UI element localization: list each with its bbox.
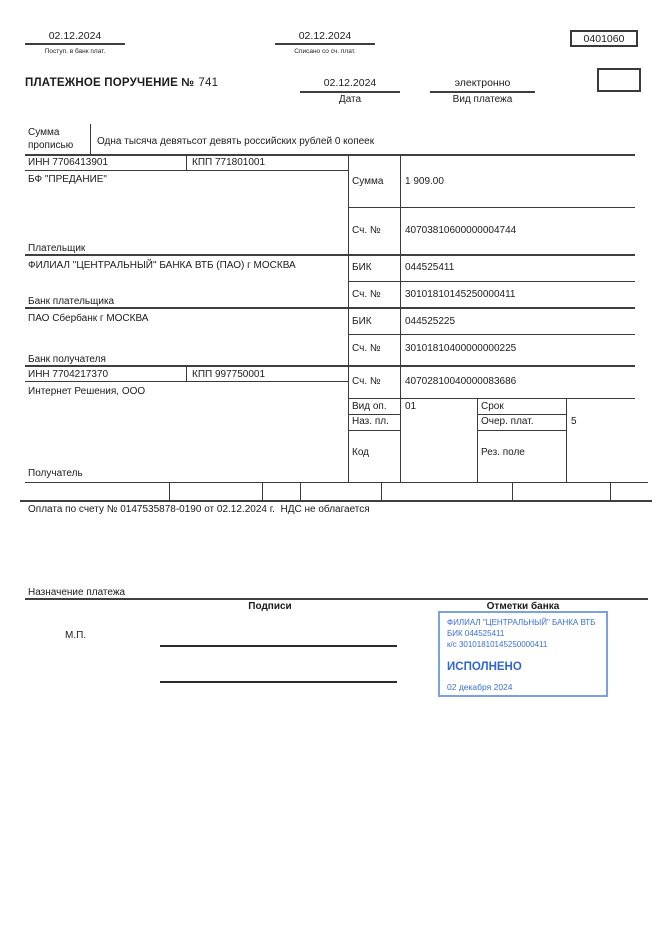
payment-kind-underline bbox=[430, 91, 535, 93]
pay-purpose-code-label: Наз. пл. bbox=[352, 416, 389, 427]
stamp-place-label: М.П. bbox=[65, 630, 87, 641]
received-date-label: Поступ. в банк плат. bbox=[44, 47, 106, 55]
signature-line-1 bbox=[160, 645, 397, 647]
grid-line bbox=[400, 154, 401, 482]
payee-bank-account-label: Сч. № bbox=[352, 343, 381, 354]
payer-bank-name: ФИЛИАЛ "ЦЕНТРАЛЬНЫЙ" БАНКА ВТБ (ПАО) г МОСКВА bbox=[28, 259, 296, 271]
amount-in-words-value: Одна тысяча девятьсот девять российских рублей 0 копеек bbox=[97, 136, 375, 147]
grid-line bbox=[25, 365, 635, 367]
form-code-box bbox=[570, 30, 638, 47]
debited-date-label: Списано со сч. плат. bbox=[294, 47, 356, 55]
grid-line bbox=[610, 482, 611, 500]
payment-purpose-label: Назначение платежа bbox=[28, 586, 126, 598]
grid-line bbox=[348, 207, 635, 208]
doc-date-value: 02.12.2024 bbox=[323, 77, 377, 89]
grid-line bbox=[186, 154, 187, 170]
payment-purpose-underline bbox=[25, 598, 648, 600]
grid-line bbox=[348, 398, 635, 399]
payer-bank-bik-label: БИК bbox=[352, 262, 372, 273]
received-date-value: 02.12.2024 bbox=[48, 30, 102, 42]
payee-bank-account-value: 30101810400000000225 bbox=[405, 343, 517, 354]
stamp-date: 02 декабря 2024 bbox=[447, 682, 513, 692]
payee-bank-bik-label: БИК bbox=[352, 315, 372, 327]
payee-kpp: КПП 997750001 bbox=[192, 368, 266, 380]
payee-bank-field-label: Банк получателя bbox=[28, 353, 106, 365]
debited-date-value: 02.12.2024 bbox=[298, 30, 352, 42]
grid-line bbox=[25, 482, 648, 483]
form-code: 0401060 bbox=[583, 33, 625, 45]
grid-line bbox=[25, 254, 635, 256]
stamp-corr-account: к/с 30101810145250000411 bbox=[447, 640, 548, 649]
payer-field-label: Плательщик bbox=[28, 242, 86, 254]
payer-bank-field-label: Банк плательщика bbox=[28, 295, 115, 307]
op-kind-value: 01 bbox=[405, 400, 417, 412]
amount-in-words-label: Сумма прописью bbox=[28, 127, 74, 151]
doc-date-underline bbox=[300, 91, 400, 93]
amount-value: 1 909.00 bbox=[405, 176, 444, 187]
grid-line bbox=[348, 334, 635, 335]
signatures-label: Подписи bbox=[248, 601, 292, 612]
payer-bank-account-label: Сч. № bbox=[352, 288, 381, 300]
grid-line bbox=[20, 500, 652, 502]
payee-account-value: 40702810040000083686 bbox=[405, 376, 517, 387]
amount-label: Сумма bbox=[352, 176, 384, 187]
doc-date-label: Дата bbox=[338, 94, 362, 105]
grid-line bbox=[477, 398, 478, 482]
payer-bank-account-value: 30101810145250000411 bbox=[405, 288, 516, 300]
payee-account-label: Сч. № bbox=[352, 376, 381, 387]
grid-line bbox=[25, 307, 635, 309]
grid-line bbox=[348, 430, 400, 431]
priority-value: 5 bbox=[571, 416, 577, 427]
payment-purpose-text: Оплата по счету № 0147535878-0190 от 02.12.2024 г. НДС не облагается bbox=[28, 504, 370, 515]
payer-inn: ИНН 7706413901 bbox=[28, 157, 109, 168]
payer-account-label: Сч. № bbox=[352, 225, 381, 236]
grid-line bbox=[25, 170, 348, 171]
payee-inn: ИНН 7704217370 bbox=[28, 368, 109, 380]
payee-bank-name: ПАО Сбербанк г МОСКВА bbox=[28, 312, 149, 324]
payer-bank-bik-value: 044525411 bbox=[405, 262, 455, 273]
priority-label: Очер. плат. bbox=[481, 416, 534, 427]
grid-line bbox=[300, 482, 301, 500]
signature-line-2 bbox=[160, 681, 397, 683]
bank-stamp bbox=[438, 611, 608, 697]
payer-name: БФ "ПРЕДАНИЕ" bbox=[28, 173, 107, 185]
grid-line bbox=[348, 154, 349, 482]
payment-kind-label: Вид платежа bbox=[452, 94, 513, 105]
code-label: Код bbox=[352, 446, 370, 458]
reserve-field-label: Рез. поле bbox=[481, 446, 525, 458]
document-title bbox=[25, 77, 218, 89]
grid-line bbox=[477, 414, 566, 415]
op-kind-label: Вид оп. bbox=[352, 400, 387, 412]
payer-kpp: КПП 771801001 bbox=[192, 157, 266, 168]
payee-bank-bik-value: 044525225 bbox=[405, 315, 456, 327]
grid-line bbox=[566, 398, 567, 482]
grid-line bbox=[262, 482, 263, 500]
document-number: 741 bbox=[198, 77, 219, 89]
stamp-status: ИСПОЛНЕНО bbox=[447, 661, 522, 673]
stamp-bik: БИК 044525411 bbox=[447, 629, 505, 638]
payee-field-label: Получатель bbox=[28, 468, 83, 479]
payment-kind-value: электронно bbox=[454, 77, 511, 89]
grid-line bbox=[512, 482, 513, 500]
grid-line bbox=[381, 482, 382, 500]
grid-line bbox=[348, 414, 400, 415]
grid-line bbox=[186, 365, 187, 381]
grid-line bbox=[25, 381, 348, 382]
grid-line bbox=[169, 482, 170, 500]
bank-marks-label: Отметки банка bbox=[486, 601, 560, 612]
grid-line bbox=[348, 281, 635, 282]
grid-line bbox=[90, 124, 91, 154]
grid-line bbox=[477, 430, 566, 431]
payer-account-value: 40703810600000004744 bbox=[405, 225, 517, 236]
term-label: Срок bbox=[481, 400, 504, 412]
stamp-bank-name: ФИЛИАЛ "ЦЕНТРАЛЬНЫЙ" БАНКА ВТБ bbox=[447, 618, 596, 627]
grid-line bbox=[25, 154, 635, 156]
document-title-label: ПЛАТЕЖНОЕ ПОРУЧЕНИЕ № bbox=[25, 77, 195, 89]
status-code-box bbox=[597, 68, 641, 92]
payee-name: Интернет Решения, ООО bbox=[28, 385, 146, 397]
